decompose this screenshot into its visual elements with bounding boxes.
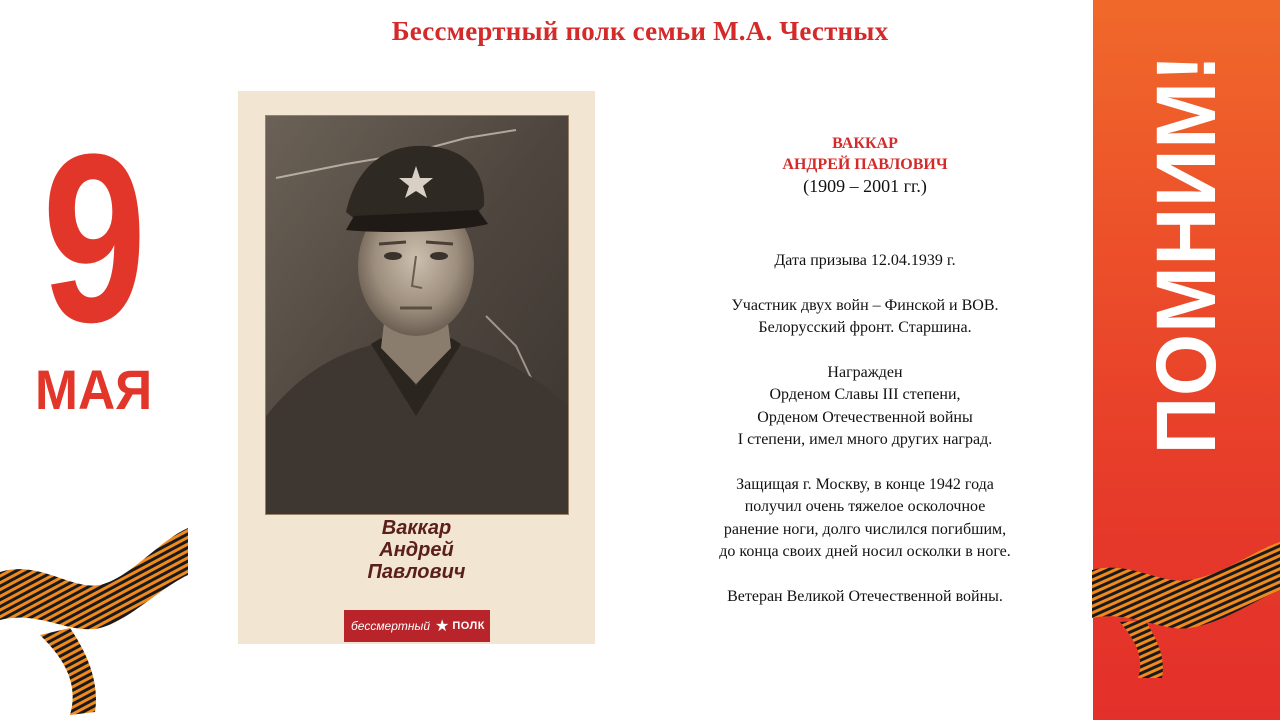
bio-awards-line2: Орденом Славы III степени, <box>769 386 961 403</box>
card-surname: Ваккар <box>381 517 452 539</box>
bio-wound-line4: до конца своих дней носил осколки в ноге. <box>719 543 1011 560</box>
day-number: 9 <box>42 104 147 372</box>
bio-wound-line1: Защищая г. Москву, в конце 1942 года <box>736 475 994 493</box>
card-patronymic: Павлович <box>367 561 466 583</box>
month-label: МАЯ <box>35 358 153 421</box>
immortal-regiment-logo <box>344 610 490 642</box>
bio-awards-line4: I степени, имел много других наград. <box>737 431 993 448</box>
bio-veteran: Ветеран Великой Отечественной войны. <box>727 587 1003 605</box>
logo-word: бессмертный <box>351 619 430 633</box>
st-george-ribbon-left-icon <box>0 520 190 720</box>
bio-awards-line1: Награжден <box>827 363 903 381</box>
bio-wound-line3: ранение ноги, долго числился погибшим, <box>723 520 1007 538</box>
soldier-portrait-icon <box>266 116 568 514</box>
bio-years: (1909 – 2001 гг.) <box>803 176 927 196</box>
bio-awards-line3: Орденом Отечественной войны <box>757 408 973 426</box>
remember-text: ПОМНИМ! <box>1139 53 1233 455</box>
bio-given-names: АНДРЕЙ ПАВЛОВИЧ <box>782 156 948 173</box>
bio-wars-line2: Белорусский фронт. Старшина. <box>758 319 972 336</box>
slide-title: Бессмертный полк семьи М.А. Честных <box>391 16 889 46</box>
portrait-photo <box>265 115 569 515</box>
st-george-ribbon-right-icon <box>1090 540 1280 680</box>
bio-conscription: Дата призыва 12.04.1939 г. <box>774 252 956 269</box>
bio-surname: ВАККАР <box>832 135 898 152</box>
star-icon: ★ <box>435 618 450 635</box>
card-name <box>238 517 595 583</box>
bio-wars-line1: Участник двух войн – Финской и ВОВ. <box>731 296 999 314</box>
logo-polk: ПОЛК <box>452 620 485 632</box>
bio-wound-line2: получил очень тяжелое осколочное <box>744 498 986 515</box>
biography <box>640 133 1090 608</box>
card-first-name: Андрей <box>379 539 454 561</box>
portrait-card <box>238 91 595 644</box>
